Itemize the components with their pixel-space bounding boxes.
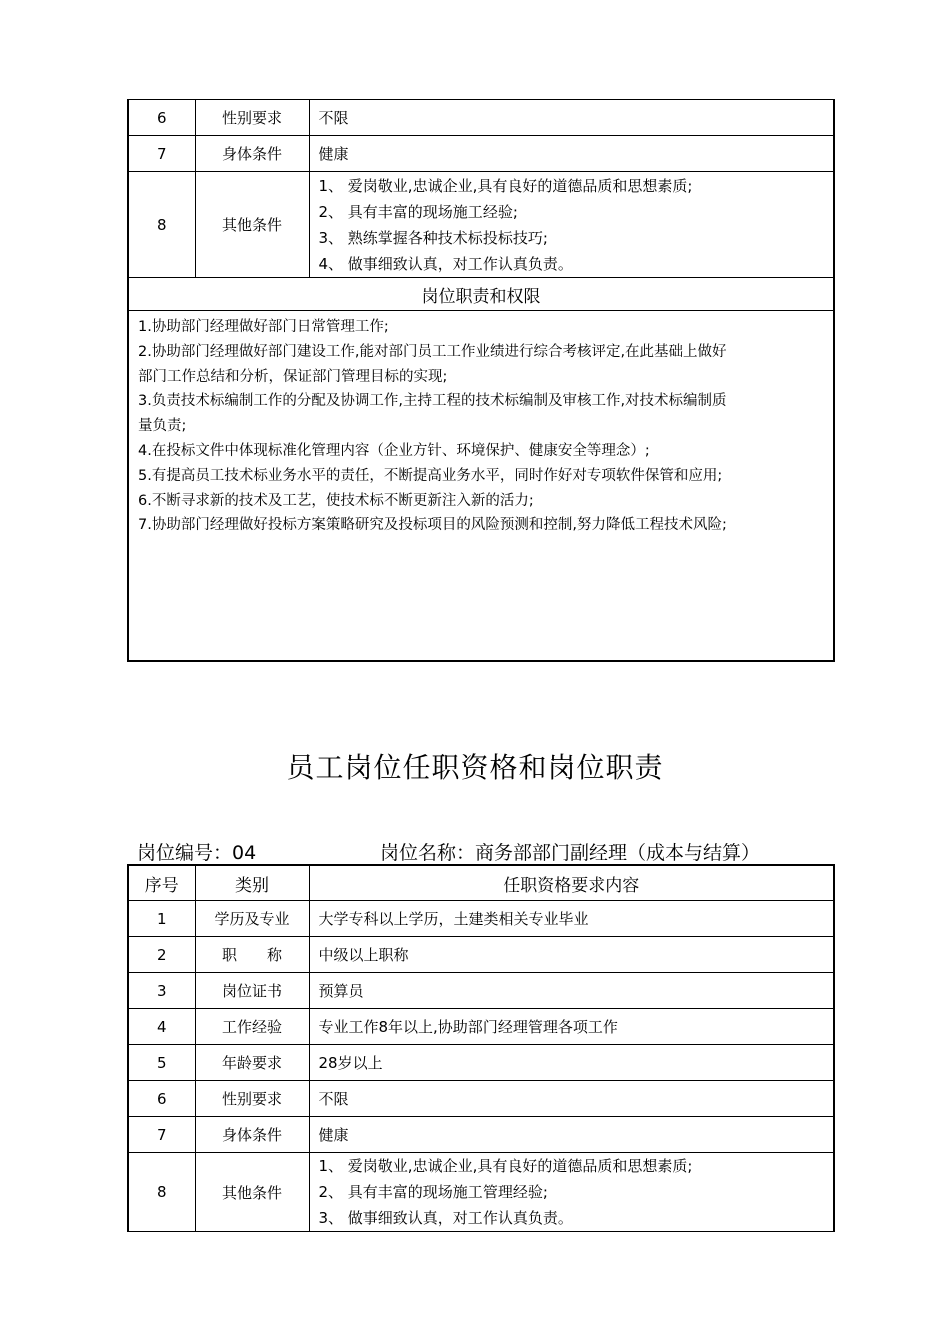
row-category: 身体条件 [195, 1117, 309, 1153]
row-value: 专业工作8年以上,协助部门经理管理各项工作 [309, 1009, 834, 1045]
row-value-list [309, 1153, 834, 1232]
row-category: 工作经验 [195, 1009, 309, 1045]
list-item: 1、 爱岗敬业,忠诚企业,具有良好的道德品质和思想素质; [318, 1157, 693, 1175]
row-category: 年龄要求 [195, 1045, 309, 1081]
row-value: 28岁以上 [309, 1045, 834, 1081]
list-item: 4.在投标文件中体现标准化管理内容（企业方针、环境保护、健康安全等理念）; [138, 442, 650, 459]
row-number: 5 [128, 1045, 195, 1081]
page-title: 员工岗位任职资格和岗位职责 [286, 751, 664, 784]
list-item: 7.协助部门经理做好投标方案策略研究及投标项目的风险预测和控制,努力降低工程技术风险; [138, 517, 727, 534]
list-item: 3、 熟练掌握各种技术标投标技巧; [318, 228, 548, 247]
list-item: 1、 爱岗敬业,忠诚企业,具有良好的道德品质和思想素质; [318, 176, 693, 195]
table-row [128, 100, 834, 136]
row-category: 身体条件 [195, 136, 309, 172]
list-item: 6.不断寻求新的技术及工艺，使技术标不断更新注入新的活力; [138, 492, 534, 509]
row-value: 中级以上职称 [309, 937, 834, 973]
position-number: 岗位编号：04 [137, 842, 257, 864]
row-value-list [309, 172, 834, 278]
row-category: 岗位证书 [195, 973, 309, 1009]
row-value: 健康 [309, 136, 834, 172]
row-value: 不限 [309, 100, 834, 136]
table-header-row [128, 865, 834, 901]
row-category: 性别要求 [195, 100, 309, 136]
table-row [128, 973, 834, 1009]
top-requirements-table [127, 99, 835, 662]
row-number: 8 [128, 1153, 195, 1232]
list-item: 2.协助部门经理做好部门建设工作,能对部门员工工作业绩进行综合考核评定,在此基础上做好 [138, 343, 727, 360]
duties-list [128, 311, 834, 662]
list-item: 1.协助部门经理做好部门日常管理工作; [138, 319, 389, 335]
row-number: 1 [128, 901, 195, 937]
table-row [128, 937, 834, 973]
list-item: 量负责; [138, 418, 187, 435]
table-row-other-conditions [128, 1153, 834, 1232]
row-number: 4 [128, 1009, 195, 1045]
row-number: 7 [128, 136, 195, 172]
list-item: 3.负责技术标编制工作的分配及协调工作,主持工程的技术标编制及审核工作,对技术标编制质 [138, 393, 727, 410]
table-row [128, 1117, 834, 1153]
list-item: 4、 做事细致认真，对工作认真负责。 [318, 254, 573, 273]
header-value: 任职资格要求内容 [309, 865, 834, 901]
row-number: 7 [128, 1117, 195, 1153]
row-category: 职 称 [195, 937, 309, 973]
list-item: 2、 具有丰富的现场施工管理经验; [318, 1183, 548, 1201]
list-item: 5.有提高员工技术标业务水平的责任，不断提高业务水平，同时作好对专项软件保管和应用; [138, 467, 723, 484]
table-row [128, 1009, 834, 1045]
table-row-other-conditions [128, 172, 834, 278]
table-row [128, 1081, 834, 1117]
list-item: 2、 具有丰富的现场施工经验; [318, 202, 518, 221]
header-category: 类别 [195, 865, 309, 901]
row-category: 其他条件 [195, 172, 309, 278]
header-number: 序号 [128, 865, 195, 901]
row-category: 性别要求 [195, 1081, 309, 1117]
list-item: 部门工作总结和分析，保证部门管理目标的实现; [138, 368, 448, 385]
row-value: 不限 [309, 1081, 834, 1117]
row-category: 其他条件 [195, 1153, 309, 1232]
table-row [128, 1045, 834, 1081]
qualification-table [127, 864, 835, 1232]
row-number: 6 [128, 1081, 195, 1117]
row-value: 健康 [309, 1117, 834, 1153]
position-name: 岗位名称：商务部部门副经理（成本与结算） [380, 842, 761, 864]
section-header-row [128, 278, 834, 311]
table-row [128, 901, 834, 937]
row-number: 6 [128, 100, 195, 136]
row-category: 学历及专业 [195, 901, 309, 937]
duties-row [128, 311, 834, 662]
table-row [128, 136, 834, 172]
row-number: 8 [128, 172, 195, 278]
row-number: 3 [128, 973, 195, 1009]
row-value: 预算员 [309, 973, 834, 1009]
section-title: 岗位职责和权限 [128, 278, 834, 311]
row-value: 大学专科以上学历，土建类相关专业毕业 [309, 901, 834, 937]
row-number: 2 [128, 937, 195, 973]
list-item: 3、 做事细致认真，对工作认真负责。 [318, 1209, 573, 1227]
